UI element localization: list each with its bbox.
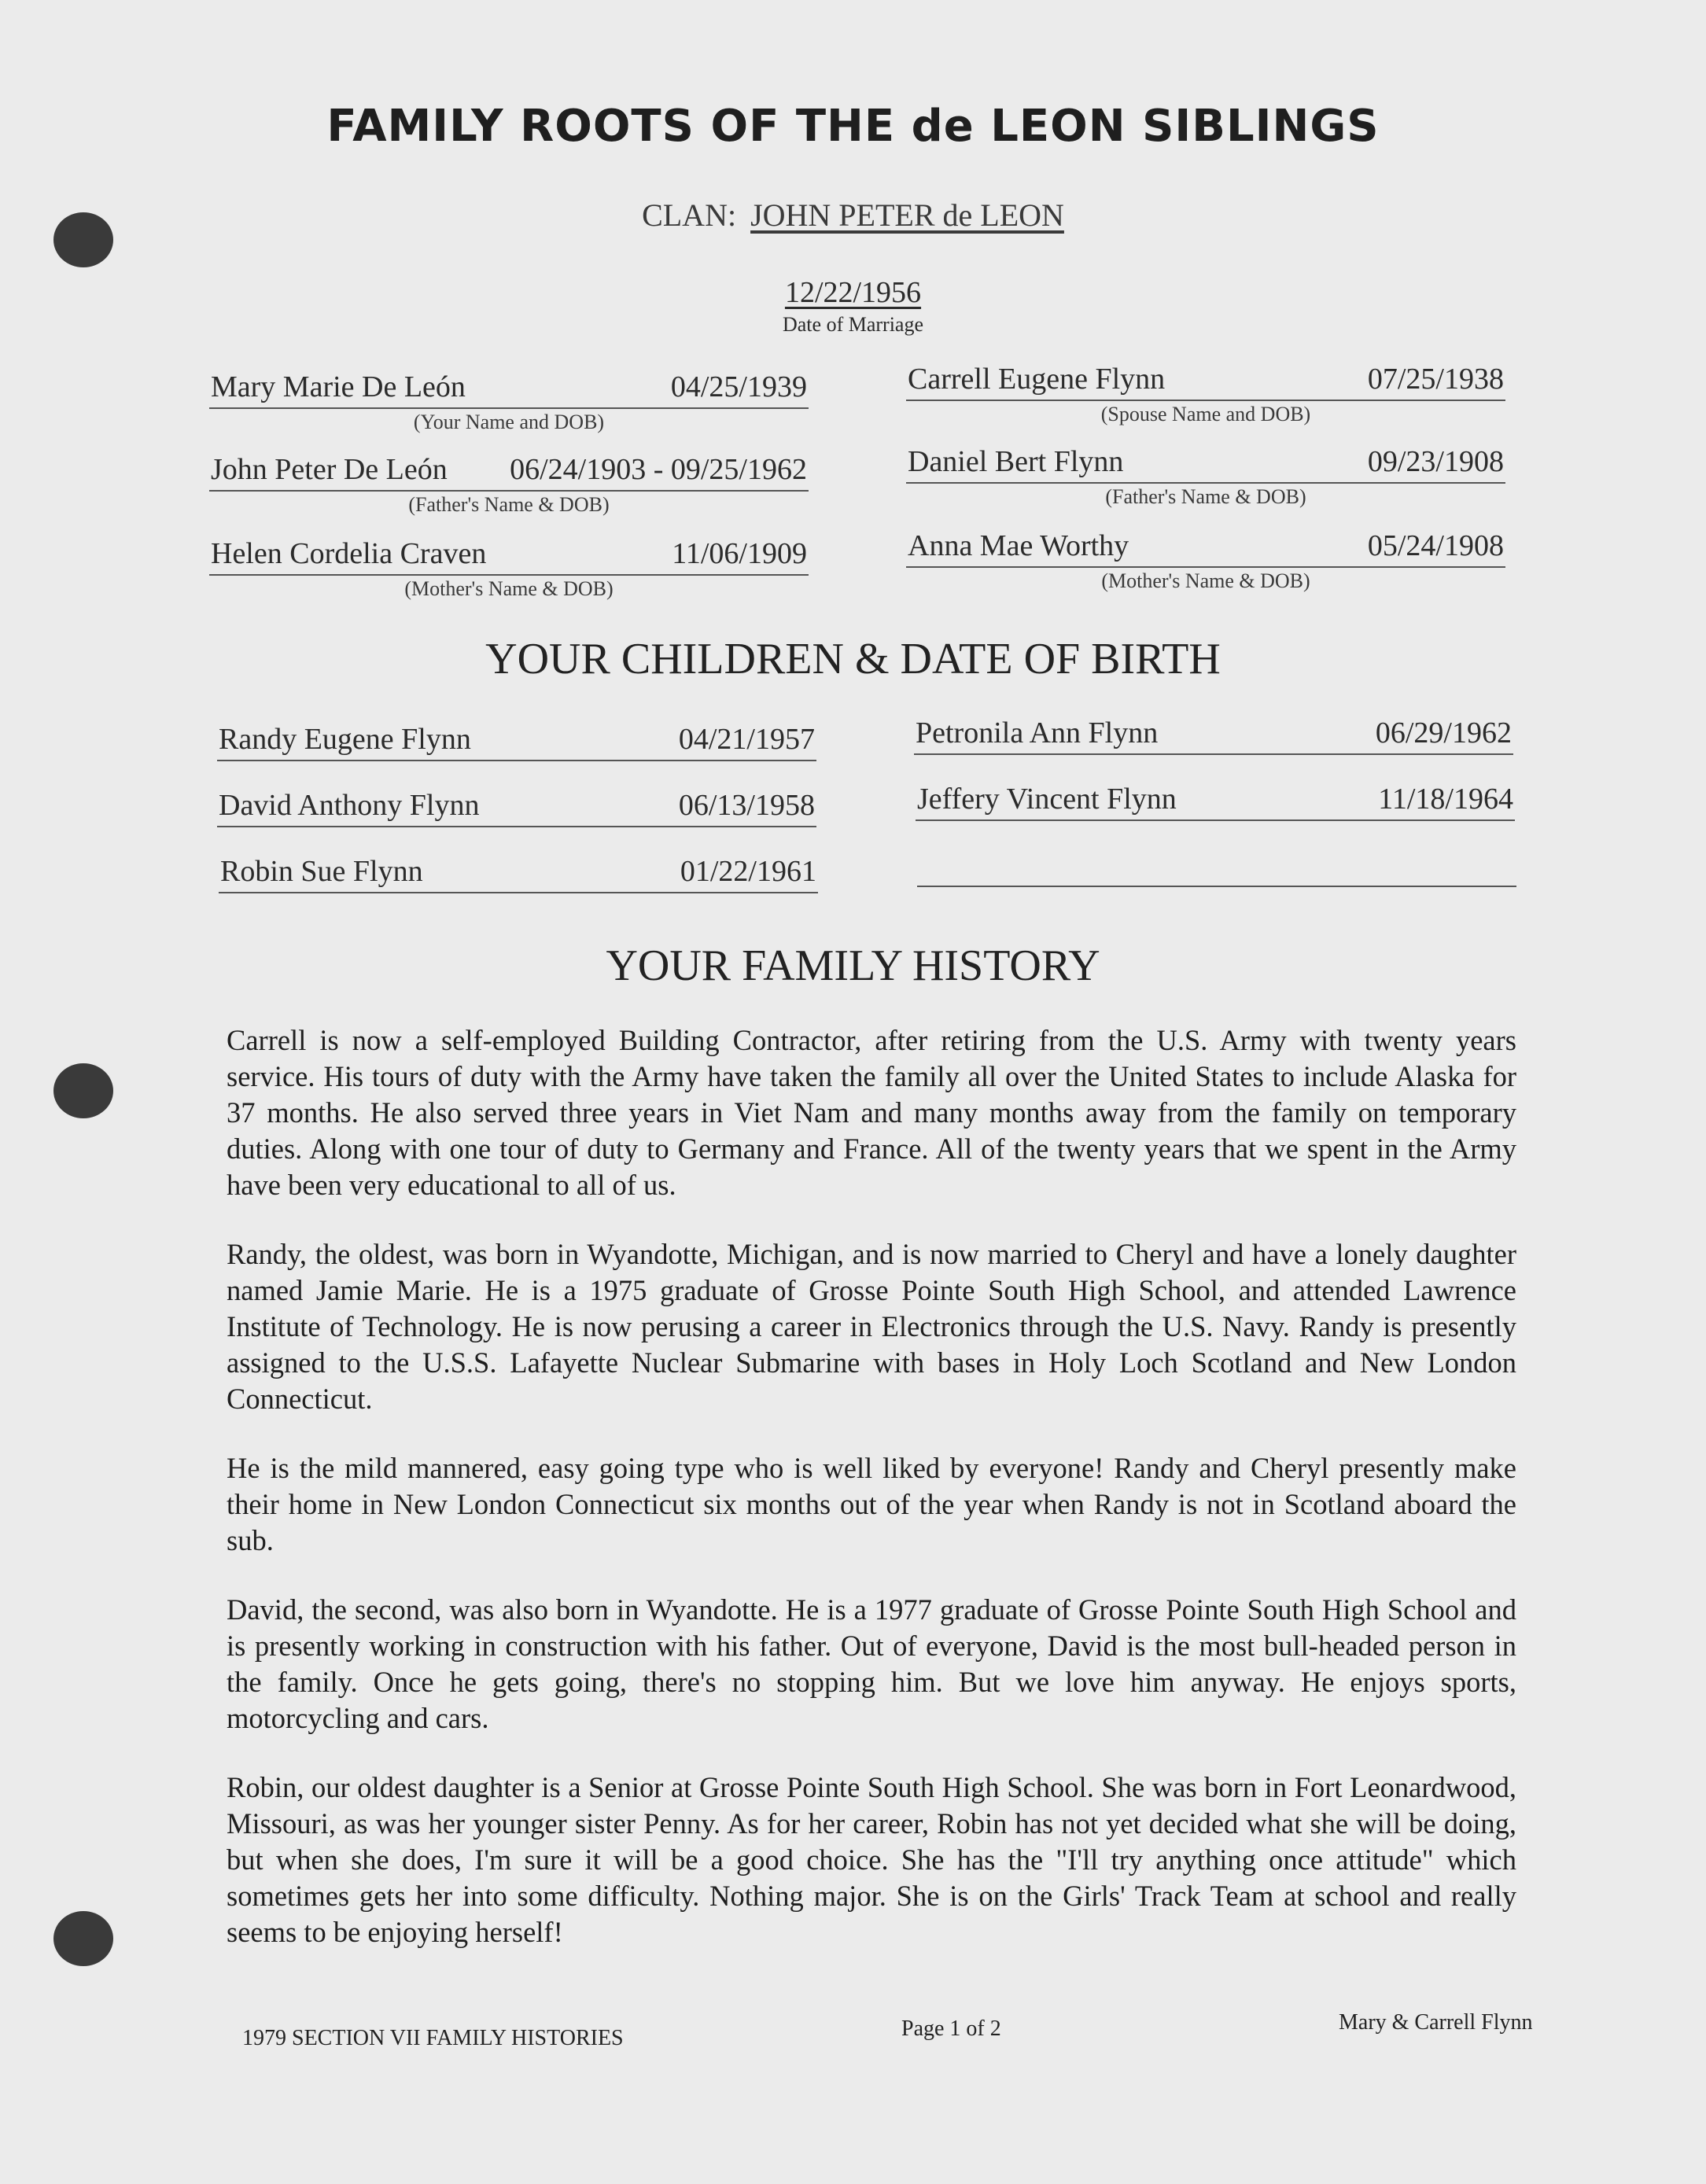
child-entry — [219, 854, 818, 893]
history-paragraph: Randy, the oldest, was born in Wyandotte, Michigan, and is now married to Cheryl and have a lonely daughter named Jamie Marie. He is a 1975 graduate of Grosse Pointe South High School, and attended Lawrence Institute of Technology. He is now perusing a career in Electronics through the U.S. Navy. Randy is presently assigned to the U.S.S. Lafayette Nuclear Submarine with bases in Holy Loch Scotland and New London Connecticut. — [227, 1238, 1516, 1415]
child-entry — [916, 782, 1515, 821]
footer-authors: Mary & Carrell Flynn — [1339, 2010, 1533, 2035]
entry-date: 04/25/1939 — [670, 370, 807, 403]
entry-date: 11/06/1909 — [672, 537, 807, 570]
clan-value: JOHN PETER de LEON — [750, 197, 1064, 233]
entry-name: Carrell Eugene Flynn — [908, 363, 1166, 396]
entry-name: Anna Mae Worthy — [908, 529, 1129, 562]
punch-hole — [53, 1911, 113, 1966]
entry-date: 06/24/1903 - 09/25/1962 — [510, 453, 807, 486]
marriage-caption: Date of Marriage — [782, 313, 924, 336]
entry-date: 09/23/1908 — [1367, 445, 1504, 478]
entry-date: 05/24/1908 — [1367, 529, 1504, 562]
page-title: FAMILY ROOTS OF THE de LEON SIBLINGS — [326, 101, 1380, 152]
child-dob: 04/21/1957 — [678, 723, 815, 756]
child-entry — [914, 716, 1513, 755]
entry-name: Helen Cordelia Craven — [211, 537, 487, 570]
entry-caption: (Mother's Name & DOB) — [404, 577, 613, 600]
entry-name: Daniel Bert Flynn — [908, 445, 1124, 478]
clan-line — [0, 197, 1706, 234]
footer-section: 1979 SECTION VII FAMILY HISTORIES — [242, 2026, 624, 2050]
child-name: Petronila Ann Flynn — [916, 716, 1159, 749]
entry-name: Mary Marie De León — [211, 370, 466, 403]
history-paragraph: He is the mild mannered, easy going type who is well liked by everyone! Randy and Cheryl presently make their home in New London Connecticut six months out of the year when Randy is not in Scotland aboard the sub. — [227, 1452, 1516, 1556]
family-entry-spouse-father — [906, 444, 1505, 509]
children-heading: YOUR CHILDREN & DATE OF BIRTH — [485, 635, 1221, 683]
marriage-date-block — [0, 275, 1706, 337]
family-entry-father — [209, 452, 809, 517]
entry-caption: (Mother's Name & DOB) — [1101, 569, 1310, 592]
child-name: Randy Eugene Flynn — [219, 723, 471, 756]
entry-caption: (Spouse Name and DOB) — [1100, 403, 1311, 425]
family-entry-spouse-mother — [906, 529, 1505, 593]
child-name: Robin Sue Flynn — [220, 855, 423, 888]
entry-caption: (Your Name and DOB) — [413, 411, 605, 433]
clan-label: CLAN: — [642, 197, 737, 233]
history-paragraph: David, the second, was also born in Wyandotte. He is a 1977 graduate of Grosse Pointe South High School and is presently working in construction with his father. Out of everyone, David is the most bull-headed person in the family. Once he gets going, there's no stopping him. But we love him anyway. He enjoys sports, motorcycling and cars. — [227, 1593, 1516, 1734]
family-entry-self — [209, 370, 809, 434]
child-entry — [217, 788, 816, 827]
history-paragraph: Carrell is now a self-employed Building Contractor, after retiring from the U.S. Army with twenty years service. His tours of duty with the Army have taken the family all over the United States to include Alaska for 37 months. He also served three years in Viet Nam and many months away from the family on temporary duties. Along with one tour of duty to Germany and France. All of the twenty years that we spent in the Army have been very educational to all of us. — [227, 1024, 1516, 1201]
punch-hole — [53, 1063, 113, 1118]
family-entry-spouse — [906, 362, 1505, 426]
child-name: David Anthony Flynn — [219, 789, 480, 822]
history-heading: YOUR FAMILY HISTORY — [606, 941, 1100, 990]
family-entry-mother — [209, 536, 809, 601]
entry-caption: (Father's Name & DOB) — [1105, 485, 1306, 508]
entry-caption: (Father's Name & DOB) — [408, 493, 610, 516]
child-dob: 06/29/1962 — [1375, 716, 1512, 749]
entry-name: John Peter De León — [211, 453, 448, 486]
footer-page-number: Page 1 of 2 — [901, 2016, 1001, 2041]
child-name: Jeffery Vincent Flynn — [917, 783, 1177, 816]
history-paragraph: Robin, our oldest daughter is a Senior at Grosse Pointe South High School. She was born in Fort Leonardwood, Missouri, as was her younger sister Penny. As for her career, Robin has not yet decided what she will be doing, but when she does, I'm sure it will be a good choice. She has the "I'll try anything once attitude" which sometimes gets her into some difficulty. Nothing major. She is on the Girls' Track Team at school and really seems to be enjoying herself! — [227, 1771, 1516, 1948]
family-history-text — [227, 1022, 1516, 1983]
child-dob: 11/18/1964 — [1378, 783, 1513, 816]
marriage-date: 12/22/1956 — [784, 276, 922, 309]
entry-date: 07/25/1938 — [1367, 363, 1504, 396]
child-entry — [217, 722, 816, 761]
child-entry-blank — [917, 848, 1516, 887]
child-dob: 06/13/1958 — [678, 789, 815, 822]
child-dob: 01/22/1961 — [680, 855, 816, 888]
